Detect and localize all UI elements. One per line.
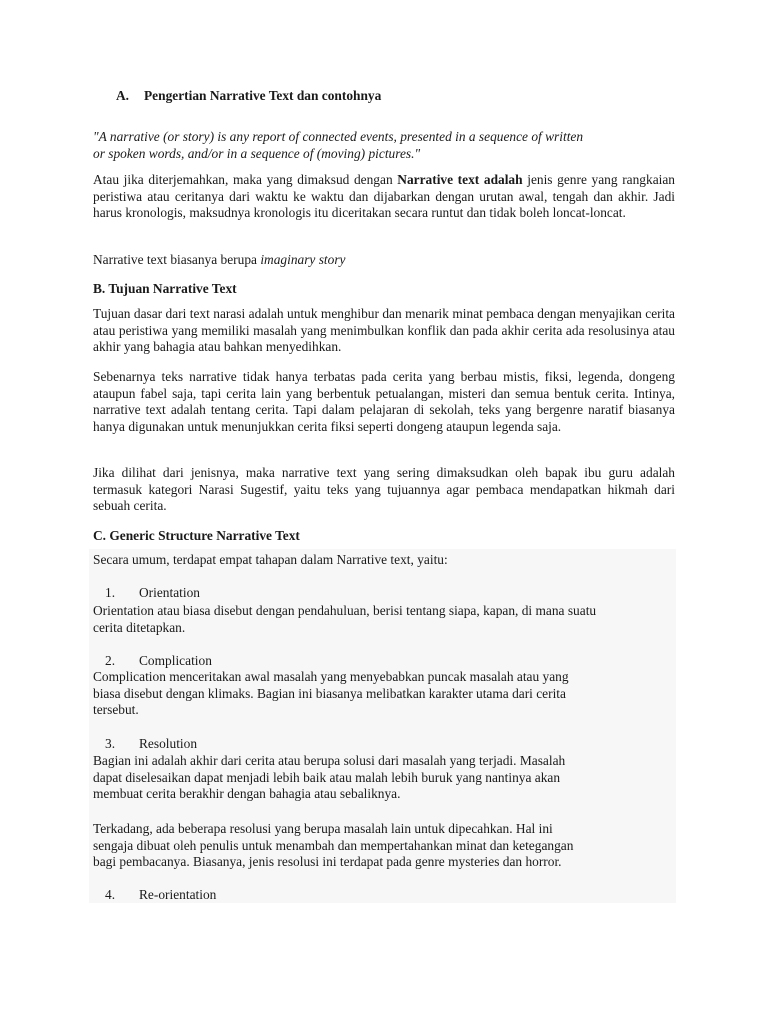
orientation-description xyxy=(93,603,673,636)
text-line: cerita ditetapkan. xyxy=(93,619,186,635)
definition-paragraph xyxy=(93,172,675,222)
item-number: 3. xyxy=(105,736,116,751)
text-line: sengaja dibuat oleh penulis untuk menambah dan mempertahankan minat dan ketegangan xyxy=(93,837,574,853)
section-b-heading: B. Tujuan Narrative Text xyxy=(93,281,237,296)
section-b-paragraph-1: Tujuan dasar dari text narasi adalah untuk menghibur dan menarik minat pembaca dengan menyajikan cerita atau peristiwa yang memiliki masalah yang menimbulkan konflik dan pada akhir cerita ada resolusinya atau akhir yang bahagia atau bahkan menyedihkan. xyxy=(93,306,675,354)
item-label: Re-orientation xyxy=(139,887,217,902)
structure-item-re-orientation xyxy=(105,887,216,904)
item-label: Resolution xyxy=(139,736,198,751)
definition-bold: Narrative text adalah xyxy=(397,172,523,187)
definition-after: jenis genre yang rangkaian peristiwa atau ceritanya dari waktu ke waktu dan dijabarkan dengan urutan awal, tengah dan akhir. Jadi harus kronologis, maksudnya kronologis itu diceritakan secara runtut dan tidak boleh loncat-loncat. xyxy=(93,172,675,220)
usually-paragraph xyxy=(93,252,675,269)
text-line: bagi pembacanya. Biasanya, jenis resolusi ini terdapat pada genre mysteries dan horror. xyxy=(93,854,562,869)
usually-italic: imaginary story xyxy=(260,252,346,267)
text-line: membuat cerita berakhir dengan bahagia atau sebaliknya. xyxy=(93,786,401,801)
resolution-extra-description xyxy=(93,821,673,871)
section-c-heading: C. Generic Structure Narrative Text xyxy=(93,528,300,543)
structure-item-complication xyxy=(105,653,212,670)
item-label: Orientation xyxy=(139,585,200,600)
usually-text: Narrative text biasanya berupa xyxy=(93,252,261,267)
text-line: tersebut. xyxy=(93,702,139,717)
definition-before: Atau jika diterjemahkan, maka yang dimaksud dengan xyxy=(93,172,398,187)
item-number: 2. xyxy=(105,653,116,668)
structure-item-resolution xyxy=(105,736,197,753)
text-line: dapat diselesaikan dapat menjadi lebih baik atau malah lebih buruk yang nantinya akan xyxy=(93,769,561,785)
item-label: Complication xyxy=(139,653,212,668)
quote-line-1: "A narrative (or story) is any report of connected events, presented in a sequence of written xyxy=(93,129,584,144)
complication-description xyxy=(93,669,673,719)
section-c-intro: Secara umum, terdapat empat tahapan dalam Narrative text, yaitu: xyxy=(93,552,448,567)
text-line: Orientation atau biasa disebut dengan pendahuluan, berisi tentang siapa, kapan, di mana suatu xyxy=(93,603,597,618)
section-b-paragraph-2: Sebenarnya teks narrative tidak hanya terbatas pada cerita yang berbau mistis, fiksi, legenda, dongeng ataupun fabel saja, tapi cerita lain yang berbentuk petualangan, misteri dan semua bentuk cerita. Intinya, narrative text adalah tentang cerita. Tapi dalam pelajaran di sekolah, teks yang bergenre naratif biasanya hanya digunakan untuk menunjukkan cerita fiksi seperti dongeng ataupun legenda saja. xyxy=(93,369,675,434)
text-line: biasa disebut dengan klimaks. Bagian ini biasanya melibatkan karakter utama dari cerita xyxy=(93,685,566,701)
text-line: Terkadang, ada beberapa resolusi yang berupa masalah lain untuk dipecahkan. Hal ini xyxy=(93,821,553,836)
text-line: Complication menceritakan awal masalah yang menyebabkan puncak masalah atau yang xyxy=(93,669,569,684)
section-a-letter: A. xyxy=(116,88,130,103)
quote-line-2: or spoken words, and/or in a sequence of (moving) pictures." xyxy=(93,145,421,161)
structure-item-orientation xyxy=(105,585,200,602)
section-b-paragraph-3: Jika dilihat dari jenisnya, maka narrative text yang sering dimaksudkan oleh bapak ibu guru adalah termasuk kategori Narasi Sugestif, yaitu teks yang tujuannya agar pembaca mendapatkan hikmah dari sebuah cerita. xyxy=(93,465,675,513)
item-number: 1. xyxy=(105,585,116,600)
section-a-title: Pengertian Narrative Text dan contohnya xyxy=(144,88,382,103)
quote-paragraph xyxy=(93,129,675,162)
item-number: 4. xyxy=(105,887,116,902)
section-a-heading xyxy=(116,88,616,105)
text-line: Bagian ini adalah akhir dari cerita atau berupa solusi dari masalah yang terjadi. Masalah xyxy=(93,753,566,768)
resolution-description xyxy=(93,753,673,803)
